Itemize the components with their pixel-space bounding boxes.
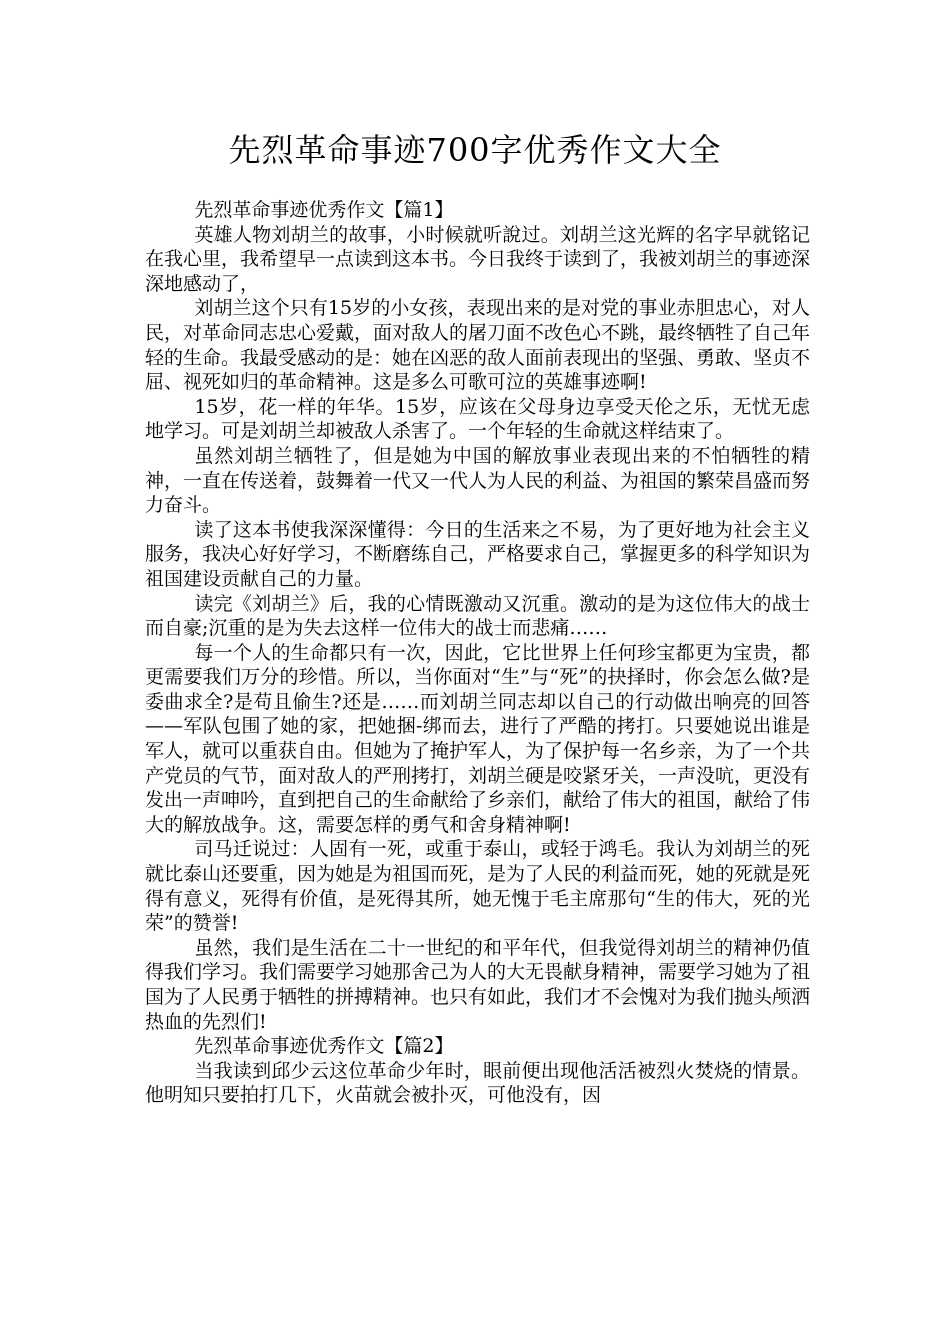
document-title: 先烈革命事迹700字优秀作文大全 (228, 131, 722, 169)
paragraph: 虽然刘胡兰牺牲了，但是她为中国的解放事业表现出来的不怕牺牲的精神，一直在传送着，鼓舞着一代又一代人为人民的利益、为祖国的繁荣昌盛而努力奋斗。 (145, 444, 811, 517)
paragraph: 15岁，花一样的年华。15岁，应该在父母身边享受天伦之乐，无忧无虑地学习。可是刘胡兰却被敌人杀害了。一个年轻的生命就这样结束了。 (145, 395, 810, 443)
paragraph: 读完《刘胡兰》后，我的心情既激动又沉重。激动的是为这位伟大的战士而自豪;沉重的是为失去这样一位伟大的战士而悲痛…… (145, 592, 810, 640)
document-body (145, 198, 810, 1108)
paragraph: 虽然，我们是生活在二十一世纪的和平年代，但我觉得刘胡兰的精神仍值得我们学习。我们需要学习她那舍己为人的大无畏献身精神，需要学习她为了祖国为了人民勇于牺牲的拼搏精神。也只有如此，我们才不会愧对为我们抛头颅洒热血的先烈们! (145, 936, 811, 1033)
paragraph: 英雄人物刘胡兰的故事，小时候就听說过。刘胡兰这光辉的名字早就铭记在我心里，我希望早一点读到这本书。今日我终于读到了，我被刘胡兰的事迹深深地感动了， (145, 223, 811, 295)
section-heading-2: 先烈革命事迹优秀作文【篇2】 (194, 1035, 454, 1058)
section-heading-1: 先烈革命事迹优秀作文【篇1】 (194, 199, 454, 221)
paragraph: 读了这本书使我深深懂得：今日的生活来之不易，为了更好地为社会主义服务，我决心好好学习，不断磨练自己，严格要求自己，掌握更多的科学知识为祖国建设贡献自己的力量。 (145, 518, 811, 590)
paragraph: 司马迁说过：人固有一死，或重于泰山，或轻于鸿毛。我认为刘胡兰的死就比泰山还要重，因为她是为祖国而死，是为了人民的利益而死，她的死就是死得有意义，死得有价值，是死得其所，她无愧于毛主席那句“生的伟大，死的光荣”的赞誉! (145, 838, 811, 935)
paragraph: 当我读到邱少云这位革命少年时，眼前便出现他活活被烈火焚烧的情景。他明知只要拍打几下，火苗就会被扑灭，可他没有，因 (145, 1059, 810, 1107)
paragraph: 刘胡兰这个只有15岁的小女孩，表现出来的是对党的事业赤胆忠心，对人民，对革命同志忠心爱戴，面对敌人的屠刀面不改色心不跳，最终牺牲了自己年轻的生命。我最受感动的是：她在凶恶的敌人面前表现出的坚强、勇敢、坚贞不屈、视死如归的革命精神。这是多么可歌可泣的英雄事迹啊! (145, 297, 811, 394)
paragraph: 每一个人的生命都只有一次，因此，它比世界上任何珍宝都更为宝贵，都更需要我们万分的珍惜。所以，当你面对“生”与“死”的抉择时，你会怎么做?是委曲求全?是苟且偷生?还是……而刘胡兰同志却以自己的行动做出响亮的回答——军队包围了她的家，把她捆-绑而去，进行了严酷的拷打。只要她说出谁是军人，就可以重获自由。但她为了掩护军人，为了保护每一名乡亲，为了一个共产党员的气节，面对敌人的严刑拷打，刘胡兰硬是咬紧牙关，一声没吭，更没有发出一声呻吟，直到把自己的生命献给了乡亲们，献给了伟大的祖国，献给了伟大的解放战争。这，需要怎样的勇气和舍身精神啊! (145, 641, 811, 836)
